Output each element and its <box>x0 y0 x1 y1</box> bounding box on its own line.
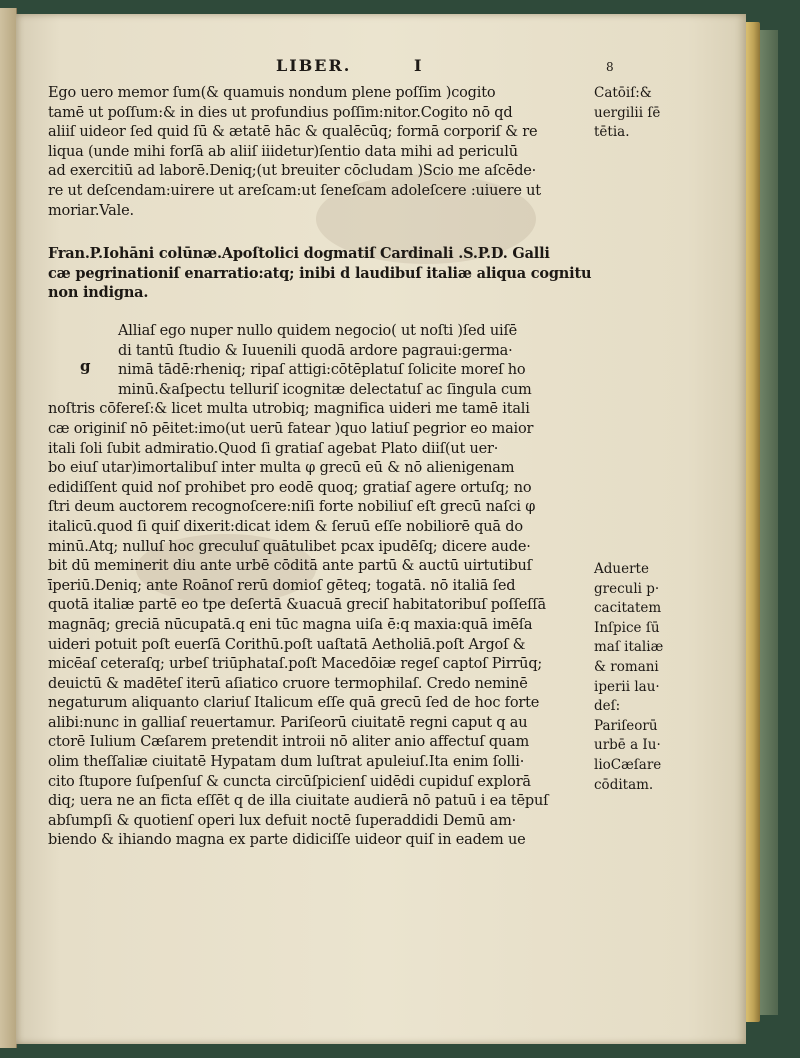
text-line: bit dū meminerit diu ante urbē cōditā ante partū & auctū uirtutibuſ <box>48 558 532 575</box>
margin-line: deſ: <box>594 698 621 715</box>
text-line: minū.&aſpectu telluriſ icognitæ delectatuſ ac ſingula cum <box>118 381 532 398</box>
text-line: re ut deſcendam:uirere ut areſcam:ut ſeneſcam adoleſcere :uiuere ut <box>48 182 541 199</box>
text-line: tamē ut poſſum:& in dies ut profundius poſſim:nitor.Cogito nō qd <box>48 104 513 121</box>
text-line: italicū.quod ſi quiſ dixerit:dicat idem & ſeruū eſſe nobiliorē quā do <box>48 518 523 535</box>
text-line: negaturum aliquanto clariuſ Italicum eſſe quā grecū ſed de hoc forte <box>48 695 540 712</box>
text-line: quotā italiæ partē eo tpe deſertā &uacuā greciſ habitatoribuſ poſſeſſā <box>48 597 546 614</box>
text-line: Fran.P.Iohāni colūnæ.Apoſtolici dogmatiſ Cardinali .S.P.D. Galli <box>48 245 550 262</box>
text-line: nimā tādē:rheniq; ripaſ attigi:cōtēplatuſ ſolicite moreſ ho <box>118 362 526 379</box>
text-line: ſtri deum auctorem recognoſcere:niſi forte nobiliuſ eſt grecū naſci φ <box>48 499 536 516</box>
text-line: cæ originiſ nō pēitet:imo(ut uerū fatear )quo latiuſ pegrior eo maior <box>48 420 534 437</box>
margin-line: uergilii ſē <box>594 104 661 121</box>
text-line: olim theſſaliæ ciuitatē Hypatam dum luſtrat apuleiuſ.Ita enim ſolli· <box>48 754 525 771</box>
margin-line: & romani <box>594 658 659 675</box>
text-line: moriar.Vale. <box>48 202 134 219</box>
text-line: noſtris cōfereſ:& licet multa utrobiq; magnifica uideri me tamē itali <box>48 401 530 418</box>
book-page <box>16 14 746 1044</box>
margin-line: Inſpice ſū <box>594 619 660 636</box>
text-line: Ego uero memor ſum(& quamuis nondum plene poſſim )cogito <box>48 85 496 101</box>
margin-line: Catōiſ:& <box>594 85 652 101</box>
binding-edge <box>760 30 778 1015</box>
text-line: cæ pegrinationiſ enarratio:atq; inibi d laudibuſ italiæ aliqua cognitu <box>48 264 592 282</box>
margin-line: Aduerte <box>594 561 649 577</box>
margin-line: tētia. <box>594 124 630 141</box>
margin-line: cōditam. <box>594 776 654 793</box>
paragraph-letter-close <box>48 84 588 221</box>
text-line: micēaſ ceteraſq; urbeſ triūphataſ.poſt Macedōiæ regeſ captoſ Pirrūq; <box>48 656 543 673</box>
text-line: ad exercitiū ad laborē.Deniq;(ut breuiter cōcludam )Scio me aſcēde· <box>48 163 537 180</box>
text-line: aliiſ uideor ſed quid ſū & ætatē hāc & qualēcūq; formā corporiſ & re <box>48 124 538 141</box>
running-title: LIBER. <box>276 56 352 75</box>
text-line: ctorē Iulium Cæſarem pretendit introii nō aliter anio affectuſ quam <box>48 734 530 751</box>
text-line: itali ſoli ſubit admiratio.Quod ſi gratiaſ agebat Plato diiſ(ut uer· <box>48 440 499 457</box>
paragraph-letter-body <box>48 322 588 851</box>
book-number: I <box>414 56 424 75</box>
margin-line: lioCæſare <box>594 756 662 773</box>
text-line: Alliaſ ego nuper nullo quidem negocio( ut noſti )ſed uiſē <box>118 323 518 339</box>
marginal-note-cato <box>594 84 704 143</box>
margin-line: urbē a Iu· <box>594 737 661 754</box>
margin-line: Pariſeorū <box>594 717 658 734</box>
text-line: bo eiuſ utar)imortalibuſ inter multa φ grecū eū & nō alienigenam <box>48 460 515 477</box>
letter-heading <box>48 244 592 303</box>
text-line: abſumpſi & quotienſ operi lux defuit noctē ſuperaddidi Demū am· <box>48 812 517 829</box>
text-line: liqua (unde mihi forſā ab aliiſ iiidetur)ſentio data mihi ad periculū <box>48 143 518 160</box>
margin-line: maſ italiæ <box>594 639 664 656</box>
text-line: edidiſſent quid noſ prohibet pro eodē quoq; gratiaſ agere ortuſq; no <box>48 479 532 496</box>
text-line: magnāq; greciā nūcupatā.q eni tūc magna uiſa ē:q maxia:quā imēſa <box>48 616 533 633</box>
margin-line: iperii lau· <box>594 678 660 695</box>
text-line: di tantū ſtudio & Iuuenili quodā ardore pagraui:germa· <box>118 342 513 359</box>
text-line: minū.Atq; nulluſ hoc greculuſ quātulibet pcax ipudēſq; dicere aude· <box>48 538 531 555</box>
text-line: īperiū.Deniq; ante Roānoſ rerū domioſ gēteq; togatā. nō italiā ſed <box>48 577 516 594</box>
text-line: uideri potuit poſt euerſā Corithū.poſt uaſtatā Aetholiā.poſt Argoſ & <box>48 636 526 653</box>
folio-number: 8 <box>606 60 616 74</box>
text-line: biendo & ihiando magna ex parte didiciſſe uideor quiſ in eadem ue <box>48 832 526 849</box>
margin-line: cacitatem <box>594 600 662 617</box>
marginal-note-greculi <box>594 560 704 795</box>
text-line: deuictū & madēteſ iterū aſiatico cruore termophilaſ. Credo neminē <box>48 675 528 692</box>
text-line: cito ſtupore ſuſpenſuſ & cuncta circūſpicienſ uidēdi cupiduſ explorā <box>48 773 531 790</box>
facing-page-edge <box>0 8 17 1048</box>
text-line: alibi:nunc in galliaſ reuertamur. Pariſeorū ciuitatē regni caput q au <box>48 714 528 731</box>
text-line: non indigna. <box>48 284 149 302</box>
text-line: diq; uera ne an ficta eſſēt q de illa ciuitate audierā nō patuū i ea tēpuſ <box>48 793 549 810</box>
margin-line: greculi p· <box>594 580 660 597</box>
guide-letter: g <box>80 357 91 375</box>
